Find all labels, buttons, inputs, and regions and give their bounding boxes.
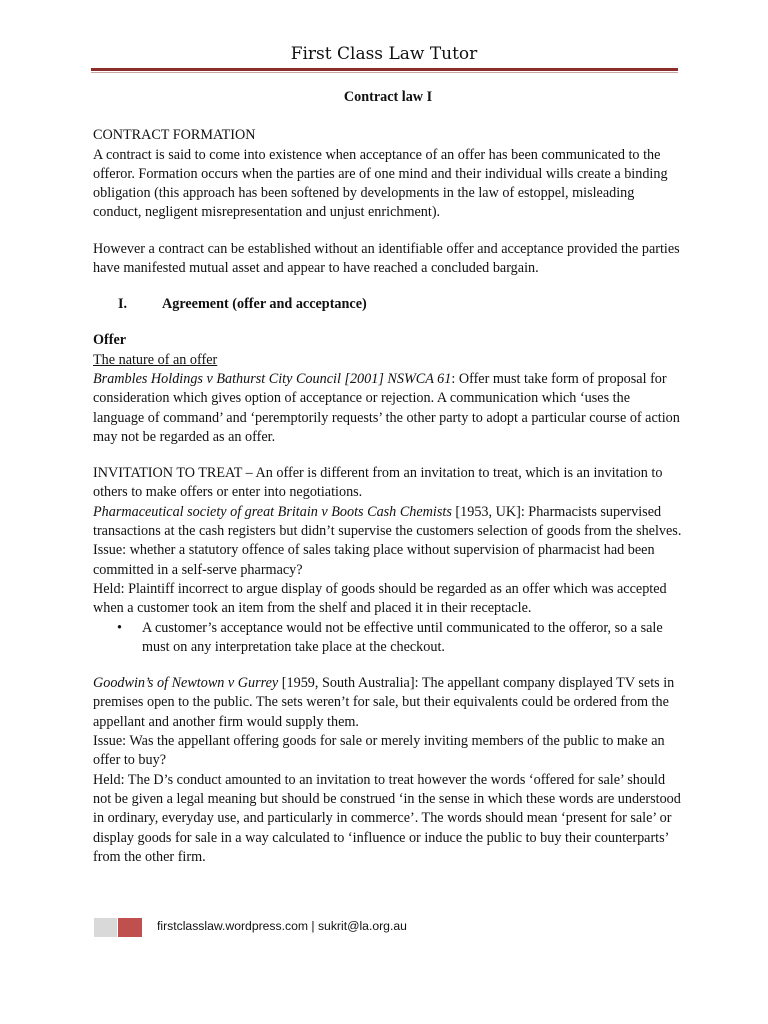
goodwin-issue: Issue: Was the appellant offering goods for sale or merely inviting members of the public to make an offer to buy? xyxy=(93,733,665,769)
goodwin-text: [1959, South Australia]: The appellant company displayed TV sets in premises open to the public. The sets weren’t for sale, but their equivalents could be ordered from the appellant and another firm would supply them. xyxy=(93,675,675,730)
paragraph-invitation-to-treat xyxy=(93,464,683,503)
case-name-goodwin: Goodwin’s of Newtown v Gurrey xyxy=(93,675,279,692)
paragraph-goodwin xyxy=(93,674,683,732)
footer-gray-block xyxy=(94,918,117,937)
case-name-boots: Pharmaceutical society of great Britain v Boots Cash Chemists xyxy=(93,503,452,520)
bullet-icon: • xyxy=(117,619,122,636)
paragraph-without-offer: However a contract can be established without an identifiable offer and acceptance provided the parties have manifested mutual asset and appear to have reached a concluded bargain. xyxy=(93,240,680,277)
paragraph-formation: A contract is said to come into existence when acceptance of an offer has been communicated to the offeror. Formation occurs when the parties are of one mind and their individual wills create a binding obligation (this approach has been softened by developments in the law of estoppel, misleading conduct, negligent misrepresentation and unjust enrichment). xyxy=(93,146,668,221)
paragraph-boots xyxy=(93,503,683,542)
offer-heading: Offer xyxy=(93,332,127,349)
formation-heading: CONTRACT FORMATION xyxy=(93,127,256,144)
section-number: I. xyxy=(118,296,128,313)
header-rule xyxy=(91,68,678,71)
brambles-text: : Offer must take form of proposal for consideration which gives option of acceptance or rejection. A communication which ‘uses the language of command’ and ‘peremptorily requests’ the other party to adopt a particular course of action may not be regarded as an offer. xyxy=(93,370,680,445)
itt-text: An offer is different from an invitation to treat, which is an invitation to others to make offers or enter into negotiations. xyxy=(93,465,663,501)
header-title: First Class Law Tutor xyxy=(290,44,478,64)
section-heading xyxy=(93,295,683,314)
footer-text: firstclasslaw.wordpress.com | sukrit@la.org.au xyxy=(157,919,407,933)
itt-label: INVITATION TO TREAT – xyxy=(93,465,256,482)
bullet-item xyxy=(93,619,683,658)
footer-red-block xyxy=(118,918,142,937)
nature-heading: The nature of an offer xyxy=(93,351,218,368)
section-title: Agreement (offer and acceptance) xyxy=(162,296,367,313)
boots-issue: Issue: whether a statutory offence of sales taking place without supervision of pharmacist had been committed in a self-serve pharmacy? xyxy=(93,542,655,578)
goodwin-held: Held: The D’s conduct amounted to an invitation to treat however the words ‘offered for sale’ should not be given a legal meaning but should be construed ‘in the sense in which these words are understood in ordinary, everyday use, and particularly in commerce’. The words should mean ‘present for sale’ or display goods for sale in a way calculated to ‘influence or induce the public to buy their counterparts’ from the other firm. xyxy=(93,771,681,865)
paragraph-brambles xyxy=(93,370,683,447)
header-rule-light xyxy=(91,72,678,73)
document-body xyxy=(93,86,683,867)
boots-text: [1953, UK]: Pharmacists supervised transactions at the cash registers but didn’t supervise the customers selection of goods from the shelves. xyxy=(93,503,682,540)
document-title: Contract law I xyxy=(343,89,433,105)
bullet-text: A customer’s acceptance would not be effective until communicated to the offeror, so a sale must on any interpretation take place at the checkout. xyxy=(142,619,663,655)
case-name-brambles: Brambles Holdings v Bathurst City Council [2001] NSWCA 61 xyxy=(93,370,452,387)
boots-held: Held: Plaintiff incorrect to argue display of goods should be regarded as an offer which was accepted when a customer took an item from the shelf and placed it in their receptacle. xyxy=(93,580,667,617)
